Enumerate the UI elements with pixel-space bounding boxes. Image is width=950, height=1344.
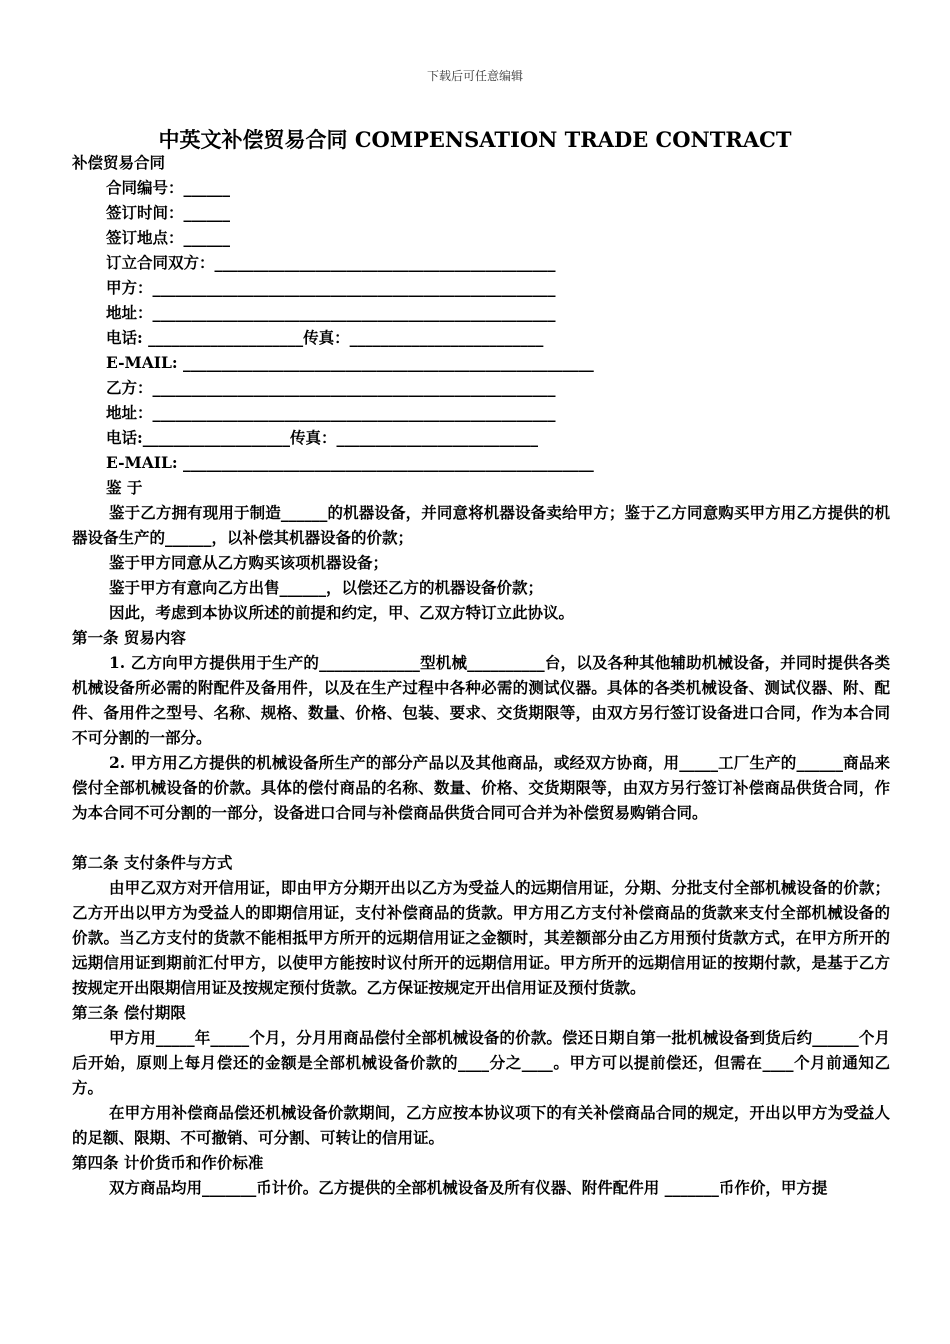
party-a-phone-fax-field: 电话: ____________________传真：_________________________ bbox=[106, 328, 544, 347]
article-2-paragraph: 由甲乙双方对开信用证，即由甲方分期开出以乙方为受益人的远期信用证，分期、分批支付全部机械设备的价款；乙方开出以甲方为受益人的即期信用证，支付补偿商品的货款。甲方用乙方支付补偿商品的货款来支付全部机械设备的价款。当乙方支付的货款不能相抵甲方所开的远期信用证之金额时，其差额部分由乙方用预付货款方式，在甲方所开的远期信用证到期前汇付甲方，以使甲方能按时议付所开的远期信用证。甲方所开的远期信用证的按期付款，是基于乙方按规定开出限期信用证及按规定预付货款。乙方保证按规定开出信用证及预付货款。 bbox=[72, 878, 890, 997]
sign-place-field: 签订地点：______ bbox=[106, 228, 231, 247]
party-b-phone-fax-field: 电话:___________________传真：__________________________ bbox=[106, 428, 538, 447]
sign-date-field: 签订时间：______ bbox=[106, 203, 231, 222]
whereas-paragraph: 鉴于甲方同意从乙方购买该项机器设备； bbox=[109, 553, 389, 572]
article-4-heading: 第四条 计价货币和作价标准 bbox=[72, 1153, 264, 1172]
whereas-paragraph: 鉴于甲方有意向乙方出售______，以偿还乙方的机器设备价款； bbox=[109, 578, 544, 597]
subtitle: 补偿贸易合同 bbox=[72, 153, 166, 172]
article-3-paragraph: 甲方用_____年_____个月，分月用商品偿付全部机械设备的价款。偿还日期自第一批机械设备到货后约______个月后开始，原则上每月偿还的金额是全部机械设备价款的____分之____。甲方可以提前偿还，但需在____个月前通知乙方。 bbox=[72, 1028, 890, 1097]
article-2-heading: 第二条 支付条件与方式 bbox=[72, 853, 233, 872]
party-a-email-field: E-MAIL: _____________________________________________________ bbox=[106, 353, 594, 372]
parties-field: 订立合同双方：____________________________________________ bbox=[106, 253, 556, 272]
article-3-heading: 第三条 偿付期限 bbox=[72, 1003, 186, 1022]
party-b-field: 乙方：____________________________________________________ bbox=[106, 378, 556, 397]
header-note: 下载后可任意编辑 bbox=[426, 69, 523, 83]
article-1-paragraph: 1. 乙方向甲方提供用于生产的_____________型机械__________台，以及各种其他辅助机械设备，并同时提供各类机械设备所必需的附配件及备用件，以及在生产过程中各种必需的测试仪器。具体的各类机械设备、测试仪器、附、配件、备用件之型号、名称、规格、数量、价格、包装、要求、交货期限等，由双方另行签订设备进口合同，作为本合同不可分割的一部分。 bbox=[72, 653, 890, 747]
whereas-label: 鉴 于 bbox=[106, 478, 143, 497]
party-b-address-field: 地址：____________________________________________________ bbox=[106, 403, 556, 422]
article-1-heading: 第一条 贸易内容 bbox=[72, 628, 186, 647]
document-body bbox=[72, 150, 890, 1200]
whereas-paragraph: 鉴于乙方拥有现用于制造______的机器设备，并同意将机器设备卖给甲方；鉴于乙方同意购买甲方用乙方提供的机器设备生产的______，以补偿其机器设备的价款； bbox=[72, 503, 890, 547]
party-a-address-field: 地址：____________________________________________________ bbox=[106, 303, 556, 322]
party-a-field: 甲方：____________________________________________________ bbox=[106, 278, 556, 297]
article-1-paragraph: 2. 甲方用乙方提供的机械设备所生产的部分产品以及其他商品，或经双方协商，用_____工厂生产的______商品来偿付全部机械设备的价款。具体的偿付商品的名称、数量、价格、交货期限等，由双方另行签订补偿商品供货合同，作为本合同不可分割的一部分，设备进口合同与补偿商品供货合同可合并为补偿贸易购销合同。 bbox=[72, 753, 890, 822]
article-3-paragraph: 在甲方用补偿商品偿还机械设备价款期间，乙方应按本协议项下的有关补偿商品合同的规定，开出以甲方为受益人的足额、限期、不可撤销、可分割、可转让的信用证。 bbox=[72, 1103, 890, 1147]
article-4-paragraph: 双方商品均用_______币计价。乙方提供的全部机械设备及所有仪器、附件配件用 _______币作价，甲方提 bbox=[109, 1178, 828, 1197]
party-b-email-field: E-MAIL: _____________________________________________________ bbox=[106, 453, 594, 472]
document-title: 中英文补偿贸易合同 COMPENSATION TRADE CONTRACT bbox=[158, 127, 792, 152]
spacer bbox=[72, 825, 890, 850]
whereas-paragraph: 因此，考虑到本协议所述的前提和约定，甲、乙双方特订立此协议。 bbox=[109, 603, 575, 622]
contract-number-field: 合同编号：______ bbox=[106, 178, 231, 197]
